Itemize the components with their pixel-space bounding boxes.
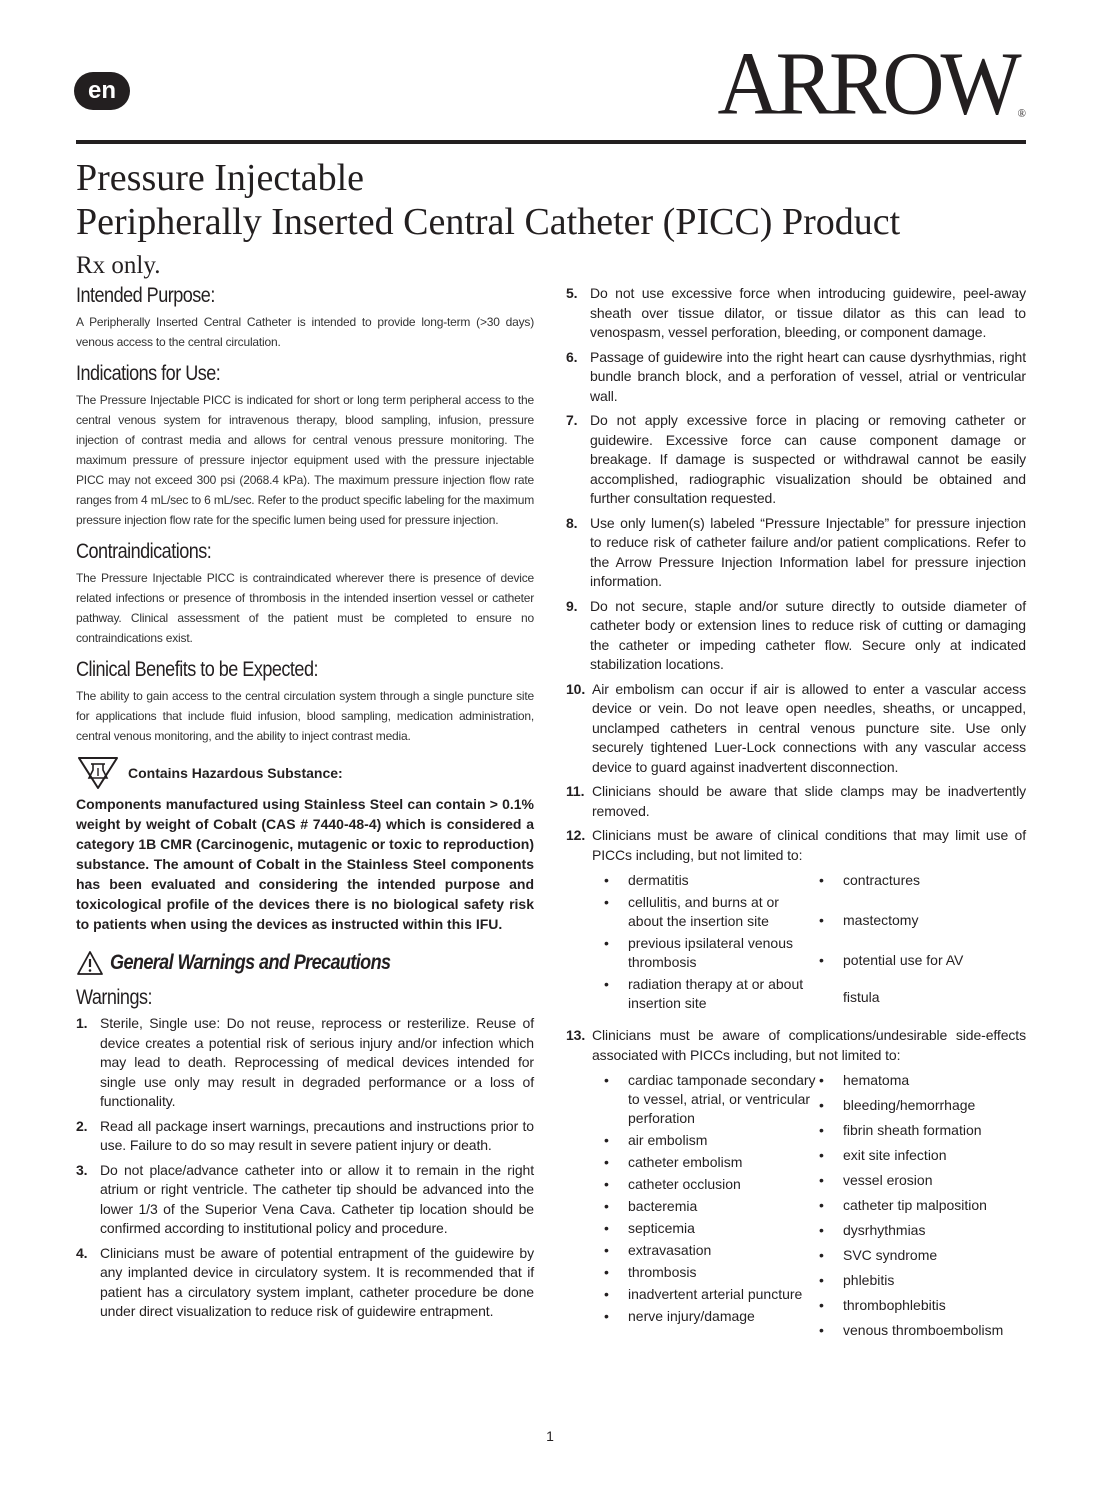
- title-line-1: Pressure Injectable: [76, 157, 365, 199]
- rx-only: Rx only.: [76, 252, 161, 279]
- hazard-text: Components manufactured using Stainless Steel can contain > 0.1% weight by weight of Cobalt (CAS # 7440-48-4) which is considered a category 1B CMR (Carcinogenic, mutagenic or toxic to reproduction) substance. The amount of Cobalt in the Stainless Steel components has been evaluated and considering the intended purpose and toxicological profile of the devices there is no biological safety risk to patients when using the devices as instructed within this IFU.: [76, 796, 534, 932]
- list-item: • bacteremia: [602, 1197, 817, 1216]
- warnings-list-left: [76, 1014, 534, 1322]
- list-item: • extravasation: [602, 1241, 817, 1260]
- complications-list: [602, 1071, 1026, 1343]
- list-item: • vessel erosion: [817, 1171, 1032, 1190]
- warning-item: 11. Clinicians should be aware that slide clamps may be inadvertently removed.: [566, 783, 1026, 819]
- warning-item: 13. Clinicians must be aware of complications/undesirable side-effects associated with PICCs including, but not limited to:: [566, 1027, 1026, 1063]
- complications-column-2: [817, 1071, 1032, 1343]
- list-item: • exit site infection: [817, 1146, 1032, 1165]
- list-item: • radiation therapy at or about insertion site: [602, 975, 817, 1013]
- conditions-list: [602, 871, 1026, 1016]
- warning-item: 10. Air embolism can occur if air is allowed to enter a vascular access device or vein. Do not leave open needles, sheaths, or uncapped, unclamped catheters in central venous puncture site. Use only securely tightened Luer-Lock connections with any vascular access device to guard against inadvertent disconnection.: [566, 680, 1026, 775]
- contraindications-text: The Pressure Injectable PICC is contraindicated wherever there is presence of device related infections or presence of thrombosis in the intended insertion vessel or catheter pathway. Clinical assessment of the patient must be completed to ensure no contraindications exist.: [76, 571, 534, 645]
- warning-triangle-icon: [76, 950, 104, 976]
- list-item: • dysrhythmias: [817, 1221, 1032, 1240]
- header-rule: [76, 140, 1026, 144]
- warnings-list-right: [566, 284, 1026, 865]
- list-item: • SVC syndrome: [817, 1246, 1032, 1265]
- clinical-benefits-heading: Clinical Benefits to be Expected:: [76, 658, 318, 681]
- language-badge: en: [74, 72, 130, 110]
- conditions-column-1: [602, 871, 817, 1016]
- warning-item: 7. Do not apply excessive force in placing or removing catheter or guidewire. Excessive force can cause component damage or breakage. If damage is suspected or withdrawal cannot be easily accomplished, radiographic visualization should be obtained and further consultation requested.: [566, 412, 1026, 506]
- list-item: • hematoma: [817, 1071, 1032, 1090]
- intended-purpose-heading: Intended Purpose:: [76, 284, 215, 307]
- general-warnings-heading: General Warnings and Precautions: [110, 951, 391, 974]
- warning-item: 6. Passage of guidewire into the right heart can cause dysrhythmias, right bundle branch block, and a perforation of vessel, atrial or ventricular wall.: [566, 348, 1026, 404]
- list-item: • venous thromboembolism: [817, 1321, 1032, 1340]
- indications-heading: Indications for Use:: [76, 362, 221, 385]
- list-item: • dermatitis: [602, 871, 817, 890]
- warning-item: 1. Sterile, Single use: Do not reuse, reprocess or resterilize. Reuse of device creates a potential risk of serious injury and/or infection which may lead to death. Reprocessing of medical devices intended for single use only may result in degraded performance or a loss of functionality.: [76, 1015, 534, 1109]
- list-item: • thrombosis: [602, 1263, 817, 1282]
- list-item: • catheter occlusion: [602, 1175, 817, 1194]
- list-item: • phlebitis: [817, 1271, 1032, 1290]
- list-item: • catheter tip malposition: [817, 1196, 1032, 1215]
- hazardous-substance-icon: [76, 756, 120, 790]
- hazard-heading: Contains Hazardous Substance:: [128, 765, 343, 781]
- list-item: • cardiac tamponade secondary to vessel, atrial, or ventricular perforation: [602, 1071, 817, 1128]
- general-warnings-header: [76, 950, 534, 976]
- warning-item: 2. Read all package insert warnings, precautions and instructions prior to use. Failure to do so may result in severe patient injury or death.: [76, 1117, 534, 1153]
- intended-purpose-text: A Peripherally Inserted Central Catheter is intended to provide long-term (>30 days) venous access to the central circulation.: [76, 315, 534, 349]
- warning-item: 9. Do not secure, staple and/or suture directly to outside diameter of catheter body or extension lines to reduce risk of cutting or damaging the catheter or impeding catheter flow. Secure only at indicated stabilization locations.: [566, 597, 1026, 672]
- list-item: • septicemia: [602, 1219, 817, 1238]
- list-item: • air embolism: [602, 1131, 817, 1150]
- brand-name: ARROW: [717, 32, 1018, 134]
- clinical-benefits-text: The ability to gain access to the central circulation system through a single puncture site for applications that include fluid infusion, blood sampling, medication administration, central venous monitoring, and the ability to inject contrast media.: [76, 689, 534, 743]
- complications-column-1: [602, 1071, 817, 1343]
- arrow-logo: [717, 32, 1026, 134]
- list-item: • fibrin sheath formation: [817, 1121, 1032, 1140]
- list-item: • catheter embolism: [602, 1153, 817, 1172]
- list-item: • contractures: [817, 871, 1032, 890]
- warning-item: 3. Do not place/advance catheter into or allow it to remain in the right atrium or right ventricle. The catheter tip should be advanced into the lower 1/3 of the Superior Vena Cava. Catheter tip location should be confirmed according to institutional policy and procedure.: [76, 1161, 534, 1236]
- conditions-column-2: [817, 871, 1032, 1016]
- registered-mark: ®: [1017, 107, 1026, 120]
- page-number: 1: [546, 1428, 554, 1444]
- list-item: • mastectomy: [817, 911, 1032, 930]
- list-item: • nerve injury/damage: [602, 1307, 817, 1326]
- title-line-2: Peripherally Inserted Central Catheter (PICC) Product: [76, 201, 901, 243]
- list-item: • thrombophlebitis: [817, 1296, 1032, 1315]
- list-item: • bleeding/hemorrhage: [817, 1096, 1032, 1115]
- warnings-heading: Warnings:: [76, 986, 152, 1009]
- warning-item: 12. Clinicians must be aware of clinical conditions that may limit use of PICCs including, but not limited to:: [566, 827, 1026, 863]
- contraindications-heading: Contraindications:: [76, 540, 212, 563]
- warning-item: 5. Do not use excessive force when introducing guidewire, peel-away sheath over tissue dilator, or tissue dilator as this can lead to venospasm, vessel perforation, bleeding, or component damage.: [566, 285, 1026, 340]
- list-item: • cellulitis, and burns at or about the insertion site: [602, 893, 817, 931]
- list-item: • previous ipsilateral venous thrombosis: [602, 934, 817, 972]
- indications-text: The Pressure Injectable PICC is indicated for short or long term peripheral access to the central venous system for intravenous therapy, blood sampling, infusion, pressure injection of contrast media and allows for central venous pressure monitoring. The maximum pressure of pressure injector equipment used with the pressure injectable PICC may not exceed 300 psi (2068.4 kPa). The maximum pressure injection flow rate ranges from 4 mL/sec to 6 mL/sec. Refer to the product specific labeling for the maximum pressure injection flow rate for the specific lumen being used for pressure injection.: [76, 393, 534, 527]
- list-item: fistula: [843, 989, 880, 1005]
- warnings-list-right-13: [566, 1026, 1026, 1065]
- list-item: • inadvertent arterial puncture: [602, 1285, 817, 1304]
- hazard-header: [76, 756, 534, 790]
- document-title: [76, 156, 900, 244]
- warning-item: 8. Use only lumen(s) labeled “Pressure Injectable” for pressure injection to reduce risk of catheter failure and/or patient complications. Refer to the Arrow Pressure Injection Information label for pressure injection information.: [566, 514, 1026, 589]
- right-column: [566, 284, 1026, 1353]
- warning-item: 4. Clinicians must be aware of potential entrapment of the guidewire by any implanted device in circulatory system. It is recommended that if patient has a circulatory system implant, catheter procedure be done under direct visualization to reduce risk of guidewire entrapment.: [76, 1244, 534, 1319]
- list-item: • potential use for AV: [817, 951, 1032, 970]
- left-column: [76, 284, 534, 1327]
